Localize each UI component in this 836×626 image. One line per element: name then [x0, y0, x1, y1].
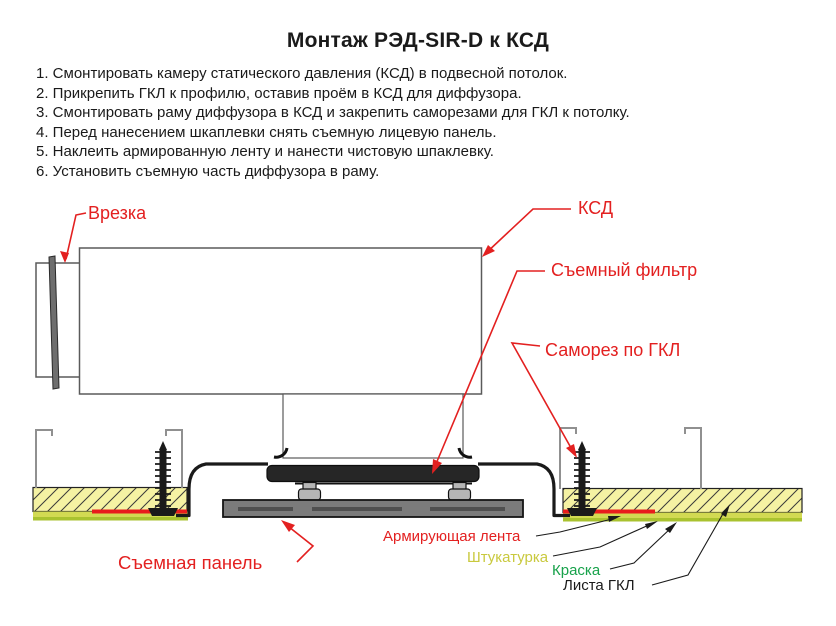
callout-gkl: Листа ГКЛ	[563, 577, 635, 594]
leader-ksd	[485, 209, 571, 254]
paint-layer-left	[33, 517, 188, 521]
callout-ksd: КСД	[578, 198, 614, 218]
instruction-step: 2. Прикрепить ГКЛ к профилю, оставив проём в КСД для диффузора.	[36, 84, 522, 102]
callout-plaster: Штукатурка	[467, 549, 549, 566]
page-title: Монтаж РЭД-SIR-D к КСД	[286, 29, 550, 52]
instruction-list	[36, 64, 630, 182]
callout-vrezka: Врезка	[88, 203, 147, 223]
callout-panel: Съемная панель	[118, 552, 263, 573]
gkl-sheet-right	[563, 489, 802, 513]
callout-filter: Съемный фильтр	[551, 260, 698, 280]
instruction-step: 5. Наклеить армированную ленту и нанести чистовую шпаклевку.	[36, 143, 494, 161]
mount-foot-left	[299, 483, 321, 501]
instruction-step: 6. Установить съемную часть диффузора в раму.	[36, 162, 380, 180]
leader-gkl	[652, 512, 724, 585]
instruction-step: 4. Перед нанесением шкаплевки снять съемную лицевую панель.	[36, 123, 497, 141]
callout-tape: Армирующая лента	[383, 528, 521, 545]
paint-layer-right	[563, 518, 802, 522]
instruction-step: 1. Смонтировать камеру статического давления (КСД) в подвесной потолок.	[36, 65, 568, 82]
mount-foot-right	[449, 483, 471, 501]
leader-plaster	[553, 524, 651, 556]
removable-filter	[267, 466, 479, 482]
instruction-step: 3. Смонтировать раму диффузора в КСД и закрепить саморезами для ГКЛ к потолку.	[36, 104, 630, 122]
diffuser-neck	[283, 394, 463, 458]
callout-screw: Саморез по ГКЛ	[545, 340, 681, 360]
leader-paint	[610, 528, 671, 569]
ksd-box	[80, 248, 482, 394]
callout-paint: Краска	[552, 562, 601, 579]
